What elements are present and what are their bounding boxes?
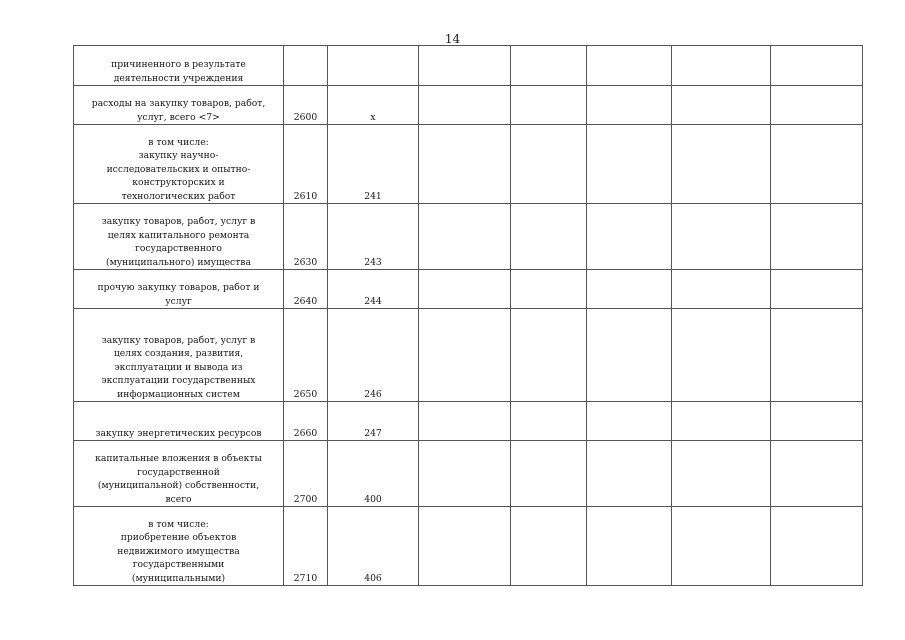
- row-name-line: технологических работ: [121, 190, 236, 202]
- row-name-line: услуг, всего <7>: [137, 111, 220, 123]
- budget-code-cell: 400: [328, 441, 419, 507]
- line-code-cell: 2600: [284, 86, 328, 125]
- value-cell: [771, 46, 863, 86]
- value-cell: [672, 86, 771, 125]
- value-cell: [511, 86, 587, 125]
- row-name-line: целях капитального ремонта: [107, 229, 250, 241]
- value-cell: [771, 86, 863, 125]
- value-cell: [672, 125, 771, 204]
- table-row: [74, 402, 863, 441]
- row-name-line: приобретение объектов: [120, 532, 237, 544]
- row-name-line: причиненного в результате: [111, 59, 246, 71]
- row-name-line: закупку энергетических ресурсов: [95, 427, 262, 439]
- row-name-line: (муниципальными): [131, 572, 226, 584]
- table-row: [74, 46, 863, 86]
- row-name-line: (муниципальной) собственности,: [97, 480, 260, 492]
- value-cell: [419, 402, 511, 441]
- table-row: [74, 125, 863, 204]
- value-cell: [771, 309, 863, 402]
- row-name-cell: [74, 402, 284, 441]
- value-cell: [587, 270, 672, 309]
- row-name-line: недвижимого имущества: [117, 545, 240, 557]
- table-row: [74, 309, 863, 402]
- value-cell: [771, 402, 863, 441]
- table-row: [74, 270, 863, 309]
- row-name-line: закупку товаров, работ, услуг в: [101, 216, 256, 228]
- value-cell: [587, 402, 672, 441]
- value-cell: [511, 402, 587, 441]
- row-name-line: в том числе:: [148, 518, 209, 530]
- row-name-cell: [74, 125, 284, 204]
- row-name-line: всего: [165, 493, 192, 505]
- line-code-cell: 2630: [284, 204, 328, 270]
- table-row: [74, 507, 863, 586]
- value-cell: [771, 270, 863, 309]
- row-name-line: конструкторских и: [132, 177, 225, 189]
- value-cell: [672, 270, 771, 309]
- value-cell: [771, 507, 863, 586]
- budget-code-cell: x: [328, 86, 419, 125]
- value-cell: [672, 309, 771, 402]
- page-number: 14: [444, 32, 461, 46]
- budget-code-cell: 246: [328, 309, 419, 402]
- value-cell: [771, 441, 863, 507]
- value-cell: [587, 86, 672, 125]
- budget-code-cell: 243: [328, 204, 419, 270]
- budget-code-cell: [328, 46, 419, 86]
- value-cell: [511, 46, 587, 86]
- row-name-line: закупку научно-: [138, 150, 219, 162]
- budget-table: [73, 45, 863, 586]
- row-name-line: расходы на закупку товаров, работ,: [91, 98, 266, 110]
- row-name-cell: [74, 86, 284, 125]
- value-cell: [587, 125, 672, 204]
- budget-code-cell: 241: [328, 125, 419, 204]
- row-name-cell: [74, 507, 284, 586]
- value-cell: [419, 309, 511, 402]
- row-name-line: информационных систем: [117, 388, 240, 400]
- line-code-cell: [284, 46, 328, 86]
- row-name-line: государственной: [137, 466, 220, 478]
- value-cell: [511, 270, 587, 309]
- row-name-cell: [74, 309, 284, 402]
- value-cell: [771, 125, 863, 204]
- budget-code-cell: 244: [328, 270, 419, 309]
- value-cell: [511, 204, 587, 270]
- row-name-line: капитальные вложения в объекты: [95, 453, 262, 465]
- row-name-cell: [74, 441, 284, 507]
- table-row: [74, 86, 863, 125]
- row-name-line: государственного: [135, 243, 222, 255]
- row-name-line: (муниципального) имущества: [106, 256, 251, 268]
- value-cell: [672, 204, 771, 270]
- value-cell: [419, 441, 511, 507]
- value-cell: [419, 507, 511, 586]
- line-code-cell: 2610: [284, 125, 328, 204]
- row-name-line: закупку товаров, работ, услуг в: [101, 334, 256, 346]
- budget-code-cell: 247: [328, 402, 419, 441]
- table-row: [74, 204, 863, 270]
- value-cell: [511, 309, 587, 402]
- value-cell: [419, 270, 511, 309]
- row-name-line: эксплуатации государственных: [101, 375, 256, 387]
- value-cell: [587, 441, 672, 507]
- row-name-line: эксплуатации и вывода из: [114, 361, 243, 373]
- line-code-cell: 2700: [284, 441, 328, 507]
- row-name-line: в том числе:: [148, 136, 209, 148]
- line-code-cell: 2710: [284, 507, 328, 586]
- row-name-cell: [74, 46, 284, 86]
- row-name-line: услуг: [165, 295, 192, 307]
- value-cell: [419, 86, 511, 125]
- value-cell: [419, 204, 511, 270]
- value-cell: [587, 204, 672, 270]
- value-cell: [511, 125, 587, 204]
- row-name-line: деятельности учреждения: [113, 72, 244, 84]
- value-cell: [587, 309, 672, 402]
- row-name-line: государственными: [132, 559, 225, 571]
- value-cell: [587, 507, 672, 586]
- row-name-cell: [74, 204, 284, 270]
- value-cell: [587, 46, 672, 86]
- row-name-line: прочую закупку товаров, работ и: [97, 282, 260, 294]
- row-name-cell: [74, 270, 284, 309]
- value-cell: [672, 402, 771, 441]
- row-name-line: целях создания, развития,: [113, 348, 244, 360]
- value-cell: [672, 507, 771, 586]
- value-cell: [771, 204, 863, 270]
- value-cell: [419, 46, 511, 86]
- line-code-cell: 2650: [284, 309, 328, 402]
- line-code-cell: 2660: [284, 402, 328, 441]
- row-name-line: исследовательских и опытно-: [106, 163, 251, 175]
- table-row: [74, 441, 863, 507]
- line-code-cell: 2640: [284, 270, 328, 309]
- value-cell: [511, 441, 587, 507]
- value-cell: [672, 441, 771, 507]
- value-cell: [511, 507, 587, 586]
- value-cell: [672, 46, 771, 86]
- value-cell: [419, 125, 511, 204]
- budget-code-cell: 406: [328, 507, 419, 586]
